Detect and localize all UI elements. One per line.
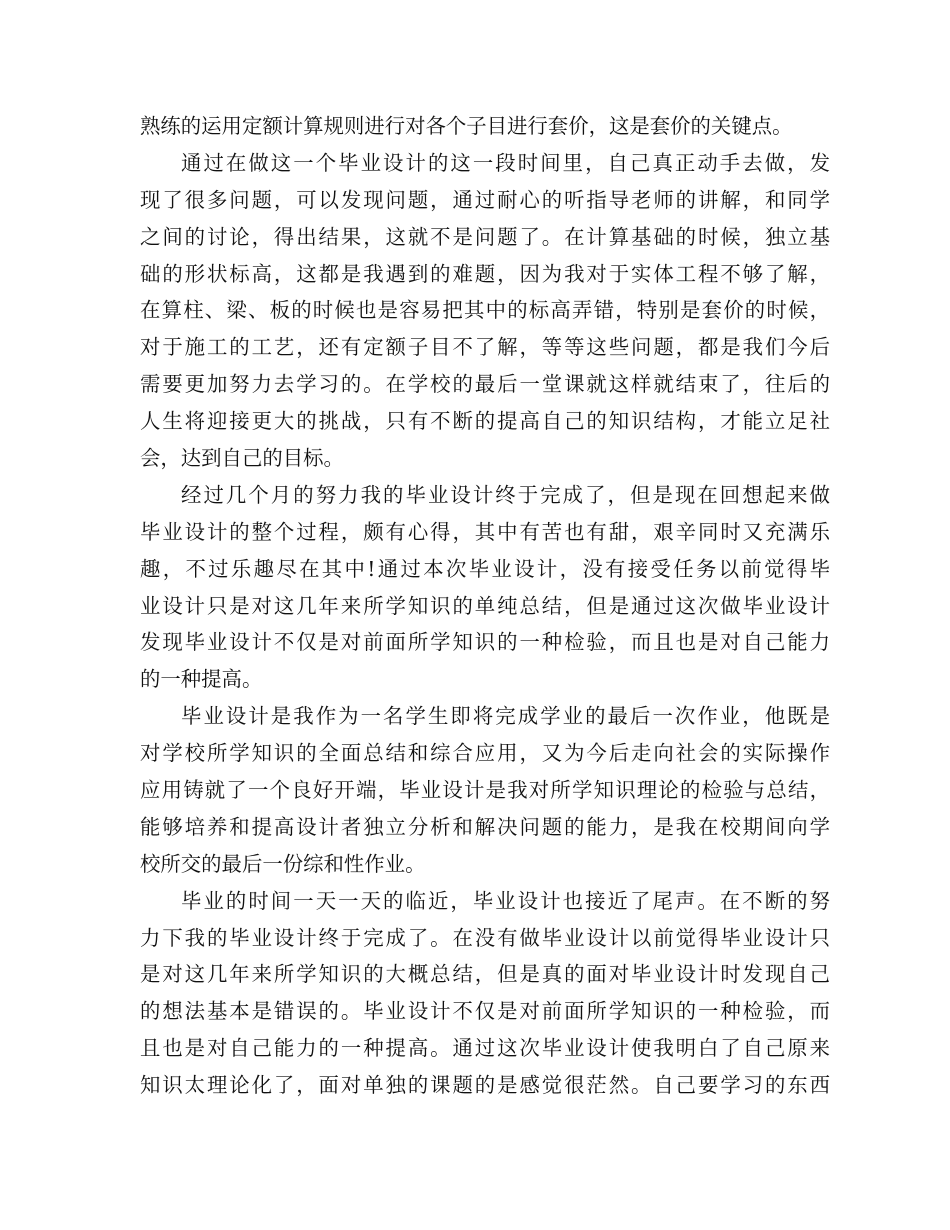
document-page [140,108,830,1104]
text-line: 毕业设计是我作为一名学生即将完成学业的最后一次作业，他既是 [181,704,830,729]
text-line: 通过在做这一个毕业设计的这一段时间里，自己真正动手去做，发 [181,150,830,175]
text-line: 在算柱、梁、板的时候也是容易把其中的标高弄错，特别是套价的时候， [140,298,830,323]
text-line: 知识太理论化了，面对单独的课题的是感觉很茫然。自己要学习的东西 [140,1073,830,1098]
text-line: 业设计只是对这几年来所学知识的单纯总结，但是通过这次做毕业设计 [140,593,830,618]
text-line: 会，达到自己的目标。 [140,446,344,471]
text-line: 对学校所学知识的全面总结和综合应用，又为今后走向社会的实际操作 [140,741,830,766]
text-line: 的想法基本是错误的。毕业设计不仅是对前面所学知识的一种检验，而 [140,999,830,1024]
text-line: 发现毕业设计不仅是对前面所学知识的一种检验，而且也是对自己能力 [140,630,830,655]
text-line: 之间的讨论，得出结果，这就不是问题了。在计算基础的时候，独立基 [140,224,830,249]
text-line: 应用铸就了一个良好开端，毕业设计是我对所学知识理论的检验与总结， [140,778,830,803]
text-line: 且也是对自己能力的一种提高。通过这次毕业设计使我明白了自己原来 [140,1036,830,1061]
text-line: 是对这几年来所学知识的大概总结，但是真的面对毕业设计时发现自己 [140,962,830,987]
text-line: 需要更加努力去学习的。在学校的最后一堂课就这样就结束了，往后的 [140,372,830,397]
text-line: 的一种提高。 [140,667,263,692]
text-line: 毕业的时间一天一天的临近，毕业设计也接近了尾声。在不断的努 [181,888,830,913]
text-line: 趣，不过乐趣尽在其中!通过本次毕业设计，没有接受任务以前觉得毕 [140,556,830,581]
text-line: 力下我的毕业设计终于完成了。在没有做毕业设计以前觉得毕业设计只 [140,925,830,950]
text-line: 现了很多问题，可以发现问题，通过耐心的听指导老师的讲解，和同学 [140,187,830,212]
text-line: 础的形状标高，这都是我遇到的难题，因为我对于实体工程不够了解， [140,261,830,286]
text-line: 毕业设计的整个过程，颇有心得，其中有苦也有甜，艰辛同时又充满乐 [140,519,830,544]
text-line: 人生将迎接更大的挑战，只有不断的提高自己的知识结构，才能立足社 [140,409,830,434]
text-line: 能够培养和提高设计者独立分析和解决问题的能力，是我在校期间向学 [140,814,830,839]
text-line: 经过几个月的努力我的毕业设计终于完成了，但是现在回想起来做 [181,482,830,507]
text-line: 对于施工的工艺，还有定额子目不了解，等等这些问题，都是我们今后 [140,335,830,360]
text-line: 熟练的运用定额计算规则进行对各个子目进行套价，这是套价的关键点。 [140,114,793,138]
text-line: 校所交的最后一份综和性作业。 [140,851,426,876]
